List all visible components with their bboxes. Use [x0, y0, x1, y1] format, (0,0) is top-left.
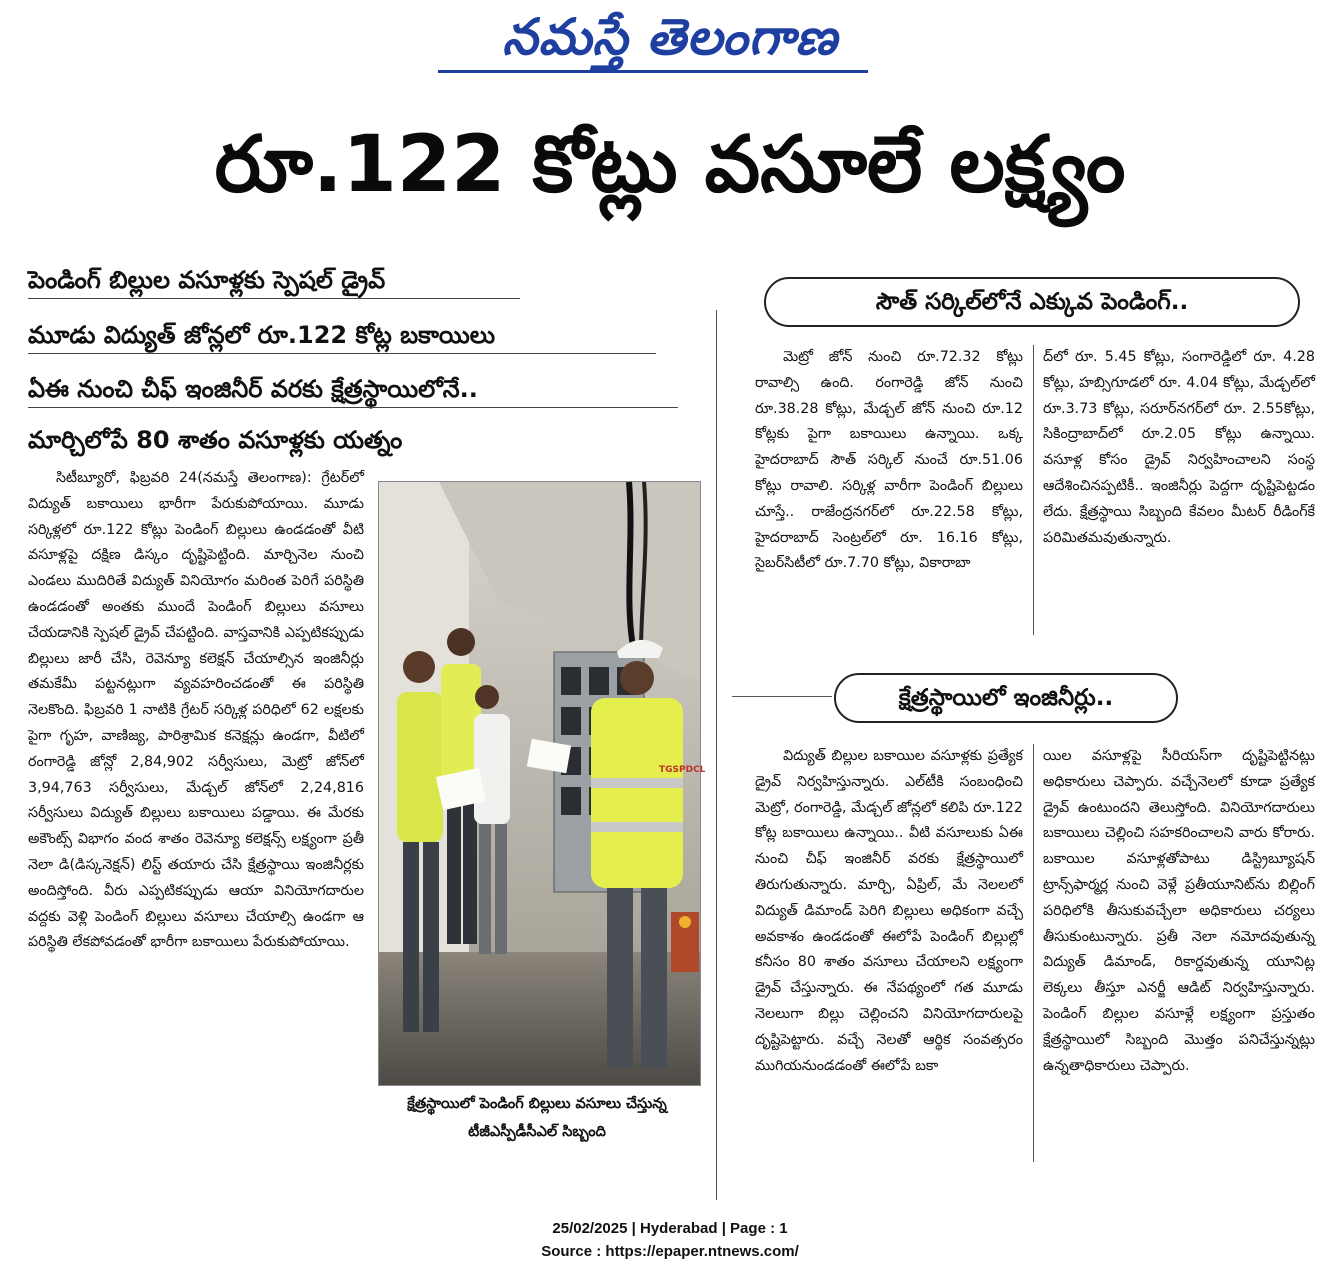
article-body-left: సిటీబ్యూరో, ఫిబ్రవరి 24(నమస్తే తెలంగాణ): గ్రేటర్‌లో విద్యుత్ బకాయిలు భారీగా పేరుకుపోయాయి. మూడు సర్కిళ్లలో రూ.122 కోట్లు పెండింగ్ బిల్లులు ఉండడంతో వీటి వసూళ్లపై దక్షిణ డిస్కం దృష్టిపెట్టింది. మార్చినెల నుంచి ఎండలు ముదిరితే విద్యుత్ వినియోగం మరింత పెరిగే పరిస్థితి ఉండడంతో అంతకు ముందే పెండింగ్ బిల్లులు వసూలు చేయడానికి స్పెషల్ డ్రైవ్ చేపట్టింది. వాస్తవానికి ఎప్పటికప్పుడు బిల్లులు జారీ చేసి, రెవెన్యూ కలెక్షన్ చేయాల్సిన ఇంజినీర్లు తమకేమీ పట్టనట్లుగా వ్యవహరించడంతో ఈ పరిస్థితి నెలకొంది. ఫిబ్రవరి 1 నాటికి గ్రేటర్ సర్కిళ్ల పరిధిలో 62 లక్షలకు పైగా గృహ, వాణిజ్య, పారిశ్రామిక కనెక్షన్లు ఉండగా, వీటిలో రంగారెడ్డి జోన్లో 2,84,902 సర్వీసులు, మెట్రో జోన్‌లో 3,94,763 సర్వీసులు, మేడ్చల్ జోన్‌లో 2,24,816 సర్వీసులు విద్యుత్ బిల్లులు బకాయిలు పడ్డాయి. ఈ మేరకు అకౌంట్స్ విభాగం వంద శాతం రెవెన్యూ కలెక్షన్స్ లక్ష్యంగా ప్రతీ నెలా డి(డిస్కనెక్షన్) లిస్ట్ తయారు చేసి క్షేత్రస్థాయి ఇంజినీర్లకు అందిస్తోంది. వీరు ఎప్పటికప్పుడు ఆయా వినియోగదారుల వద్దకు వెళ్లి పెండింగ్ బిల్లులు వసూలు చేయాల్సి ఉండగా ఆ పరిస్థితి లేకపోవడంతో భారీగా బకాయిలు పేరుకుపోయాయి.: [28, 470, 364, 951]
article-column-left: [28, 466, 364, 1176]
field-staff-photo: [378, 481, 706, 1086]
footer-date-line: 25/02/2025 | Hyderabad | Page : 1: [552, 1220, 788, 1237]
engineers-divider: [1033, 744, 1034, 1162]
subheading-south-circle: సౌత్ సర్కిల్‌లోనే ఎక్కువ పెండింగ్..: [764, 277, 1300, 327]
deck-rule-1: [28, 298, 520, 299]
deck-line-3: ఏఈ నుంచి చీఫ్ ఇంజినీర్ వరకు క్షేత్రస్థాయిలోనే..: [28, 375, 478, 403]
subhead-left-rule: [732, 696, 832, 697]
south-circle-text-a: మెట్రో జోన్ నుంచి రూ.72.32 కోట్లు రావాల్సి ఉంది. రంగారెడ్డి జోన్ నుంచి రూ.38.28 కోట్లు, మేడ్చల్ జోన్ నుంచి రూ.12 కోట్లకు పైగా బకాయిలు ఉన్నాయి. ఒక్క హైదరాబాద్ సౌత్ సర్కిల్ నుంచే రూ.51.06 కోట్లు రావాలి. సర్కిళ్ల వారీగా పెండింగ్ బిల్లులు చూస్తే.. రాజేంద్రనగర్‌లో రూ.22.58 కోట్లు, హైదరాబాద్ సెంట్రల్‌లో రూ. 16.16 కోట్లు, సైబర్‌సిటీలో రూ.7.70 కోట్లు, వికారాబా: [755, 349, 1023, 572]
engineers-text-b: యిల వసూళ్లపై సీరియస్‌గా దృష్టిపెట్టినట్లు అధికారులు చెప్పారు. వచ్చేనెలలో కూడా ప్రత్యేక డ్రైవ్ ఉంటుందని తెలుస్తోంది. వినియోగదారులు బకాయిలు చెల్లించి సహకరించాలని వారు కోరారు. బకాయిల వసూళ్లతోపాటు డిస్ట్రిబ్యూషన్ ట్రాన్స్‌ఫార్మర్ల నుంచి వెళ్లే ప్రతీయూనిట్‌ను బిల్లింగ్ పరిధిలోకి తీసుకువచ్చేలా అధికారులు చర్యలు తీసుకుంటున్నారు. ప్రతీ నెలా నమోదవుతున్న విద్యుత్ డిమాండ్, రికార్డవుతున్న యూనిట్ల లెక్కలు తీస్తూ ఎనర్జీ ఆడిట్ నిర్వహిస్తున్నారు. పెండింగ్ బిల్లుల వసూళ్లే లక్ష్యంగా ప్రస్తుతం క్షేత్రస్థాయిలో సిబ్బంది మొత్తం పనిచేస్తున్నట్లు ఉన్నతాధికారులు చెప్పారు.: [1043, 748, 1315, 1074]
engineers-column-b: [1043, 744, 1315, 1162]
south-circle-column-a: [755, 345, 1023, 635]
main-headline: రూ.122 కోట్లు వసూలే లక్ష్యం: [214, 120, 1126, 210]
south-circle-column-b: [1043, 345, 1315, 635]
deck-line-4: మార్చిలోపే 80 శాతం వసూళ్లకు యత్నం: [28, 426, 403, 454]
deck-rule-3: [28, 407, 678, 408]
subheading-engineers: క్షేత్రస్థాయిలో ఇంజినీర్లు..: [834, 673, 1178, 723]
masthead-underline: [438, 70, 868, 73]
engineers-column-a: [755, 744, 1023, 1162]
photo-illustration: [379, 482, 706, 1085]
deck-rule-2: [28, 353, 656, 354]
south-circle-text-b: ద్‌లో రూ. 5.45 కోట్లు, సంగారెడ్డిలో రూ. 4.28 కోట్లు, హబ్సిగూడలో రూ. 4.04 కోట్లు, మేడ్చల్‌లో రూ.3.73 కోట్లు, సరూర్‌నగర్‌లో రూ. 2.55కోట్లు, సికింద్రాబాద్‌లో రూ.2.05 కోట్లు ఉన్నాయి. వసూళ్ల కోసం డ్రైవ్ నిర్వహించాలని సంస్థ ఆదేశించినప్పటికీ.. ఇంజినీర్లు పెద్దగా దృష్టిపెట్టడం లేదు. క్షేత్రస్థాయి సిబ్బంది కేవలం మీటర్ రీడింగ్‌కే పరిమితమవుతున్నారు.: [1043, 349, 1315, 546]
engineers-text-a: విద్యుత్ బిల్లుల బకాయిల వసూళ్లకు ప్రత్యేక డ్రైవ్ నిర్వహిస్తున్నారు. ఎల్‌టీకి సంబంధించి మెట్రో, రంగారెడ్డి, మేడ్చల్ జోన్లలో కలిపి రూ.122 కోట్ల బకాయిలు ఉన్నాయి.. వీటి వసూలుకు ఏఈ నుంచి చీఫ్ ఇంజినీర్ వరకు క్షేత్రస్థాయిలో తిరుగుతున్నారు. మార్చి, ఏప్రిల్, మే నెలలలో విద్యుత్ డిమాండ్ పెరిగి బిల్లులు అధికంగా వచ్చే అవకాశం ఉండడంతో ఈలోపే పెండింగ్ బిల్లుల్లో కనీసం 80 శాతం వసూలు చేయాలని లక్ష్యంగా డ్రైవ్ చేస్తున్నారు. ఈ నేపథ్యంలో గత మూడు నెలలుగా బిల్లు చెల్లించని వినియోగదారులపై దృష్టిపెట్టారు. వచ్చే నెలతో ఆర్థిక సంవత్సరం ముగియనుండడంతో ఈలోపే బకా: [755, 748, 1023, 1074]
deck-line-1: పెండింగ్ బిల్లుల వసూళ్లకు స్పెషల్ డ్రైవ్: [28, 266, 386, 294]
vest-logo-text: TGSPDCL: [659, 765, 706, 775]
south-circle-divider: [1033, 345, 1034, 635]
deck-line-2: మూడు విద్యుత్ జోన్లలో రూ.122 కోట్ల బకాయిలు: [28, 321, 496, 349]
photo-caption: క్షేత్రస్థాయిలో పెండింగ్ బిల్లులు వసూలు చేస్తున్న టీజీఎస్పీడీసీఎల్ సిబ్బంది: [407, 1096, 667, 1140]
column-divider: [716, 310, 717, 1200]
newspaper-masthead: నమస్తే తెలంగాణ: [502, 8, 838, 66]
footer-source-line: Source : https://epaper.ntnews.com/: [541, 1243, 799, 1260]
